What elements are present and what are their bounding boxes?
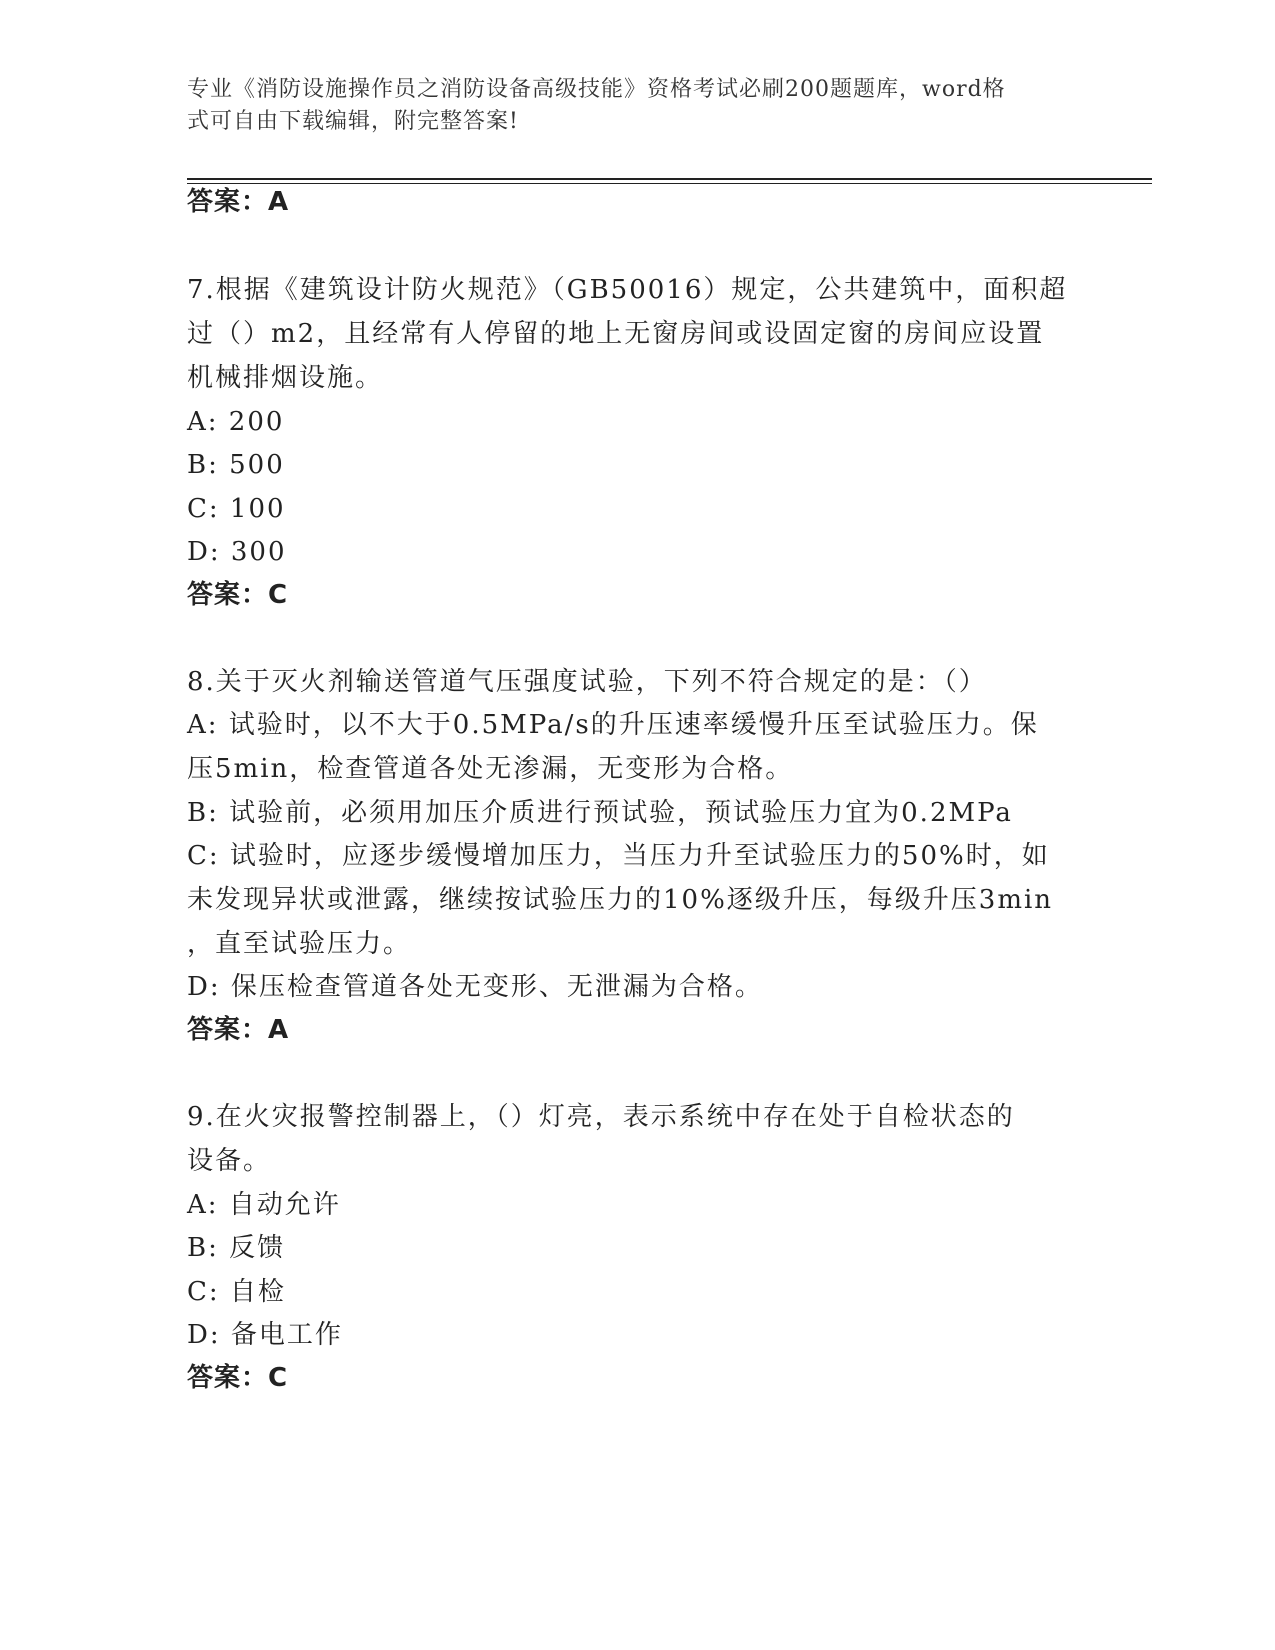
question-7-stem-line-1: 7.根据《建筑设计防火规范》（GB50016）规定，公共建筑中，面积超 [187,275,1068,305]
question-7-option-d: D: 300 [187,537,287,567]
question-9-option-d: D: 备电工作 [187,1320,343,1350]
question-7-option-c: C: 100 [187,494,286,524]
question-9-option-b: B: 反馈 [187,1233,286,1263]
header-divider-thick [187,178,1152,180]
question-7-option-b: B: 500 [187,450,285,480]
question-7-answer: 答案：C [187,580,289,610]
question-8-option-a-line-2: 压5min，检查管道各处无渗漏，无变形为合格。 [187,754,794,784]
question-8-option-d: D: 保压检查管道各处无变形、无泄漏为合格。 [187,972,763,1002]
question-8-stem-line-1: 8.关于灭火剂输送管道气压强度试验，下列不符合规定的是：（） [187,667,987,697]
question-8-option-b: B: 试验前，必须用加压介质进行预试验，预试验压力宜为0.2MPa [187,798,1013,828]
previous-answer: 答案：A [187,187,290,217]
question-7-stem-line-3: 机械排烟设施。 [187,363,384,393]
question-9-option-a: A: 自动允许 [187,1190,341,1220]
header-title-line-2: 式可自由下载编辑，附完整答案! [187,109,519,134]
question-9-stem-line-2: 设备。 [187,1146,272,1176]
question-9-stem-line-1: 9.在火灾报警控制器上，（）灯亮，表示系统中存在处于自检状态的 [187,1102,1015,1132]
document-header [187,74,1067,138]
header-divider-thin [187,183,1152,184]
question-8-option-c-line-3: ，直至试验压力。 [187,929,412,959]
header-title-line-1: 专业《消防设施操作员之消防设备高级技能》资格考试必刷200题题库，word格 [187,77,1006,102]
question-9-answer: 答案：C [187,1363,289,1393]
question-7-option-a: A: 200 [187,407,285,437]
question-8-option-c-line-2: 未发现异状或泄露，继续按试验压力的10%逐级升压，每级升压3min [187,885,1054,915]
question-8-option-c-line-1: C: 试验时，应逐步缓慢增加压力，当压力升至试验压力的50%时，如 [187,841,1050,871]
question-9-option-c: C: 自检 [187,1277,286,1307]
question-8-option-a-line-1: A: 试验时，以不大于0.5MPa/s的升压速率缓慢升压至试验压力。保 [187,710,1039,740]
question-8-answer: 答案：A [187,1015,290,1045]
question-7-stem-line-2: 过（）m2，且经常有人停留的地上无窗房间或设固定窗的房间应设置 [187,319,1045,349]
